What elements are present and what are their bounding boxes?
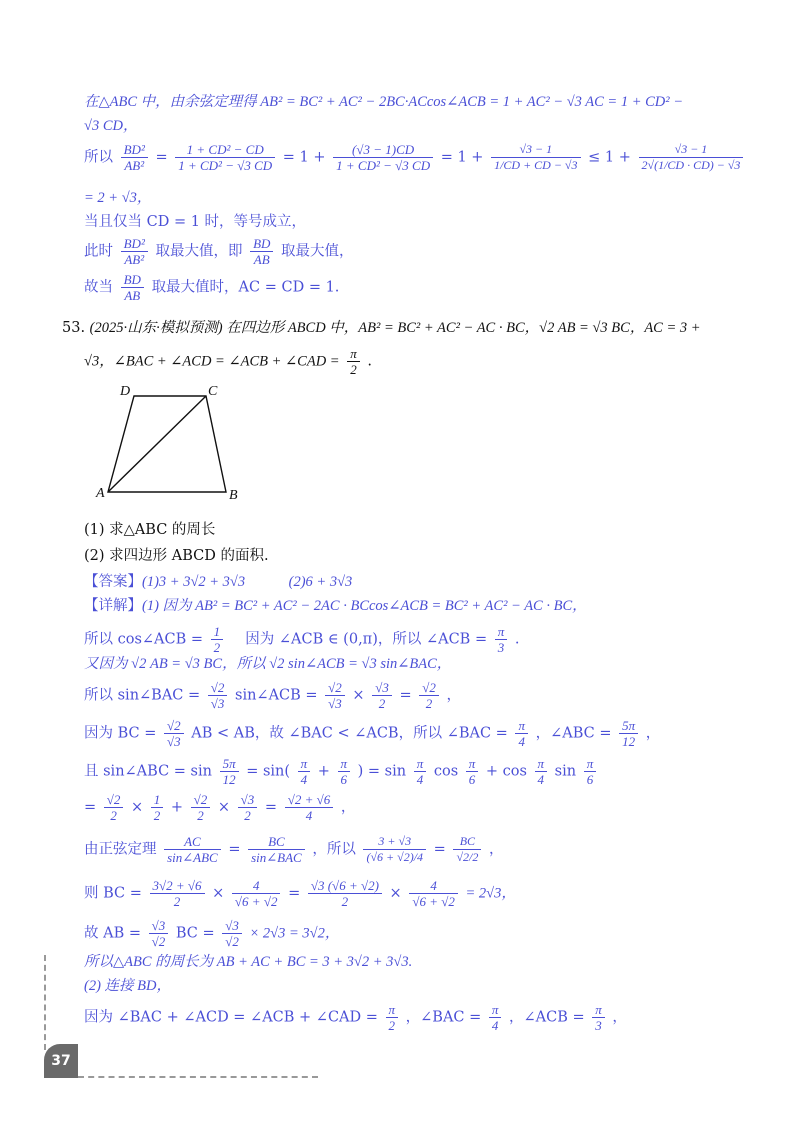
solution-line-2: 所以 cos∠ACB = $\frac{1}{2}$ 因为 ∠ACB ∈ (0,π)，所以 ∠ACB = $\frac{\pi}{3}$ . [84,624,520,655]
solution-line-6: 且 sin∠ABC = sin $\frac{5\pi}{12}$ = sin( $\frac{\pi}{4}$ + $\frac{\pi}{6}$ ) = sin $\frac{\pi}{4}$ cos $\frac{\pi}{6}$ + cos $\frac{\pi}{4}$ sin $\frac{\pi}{6}$ [84,756,599,787]
solution-line-11: 所以△ABC 的周长为 AB + AC + BC = 3 + 3√2 + 3√3. [84,954,413,970]
problem-statement-line-2: √3，∠BAC + ∠ACD = ∠ACB + ∠CAD = $\frac{\pi}{2}$ . [84,346,372,377]
solution-line-3: 又因为 √2 AB = √3 BC，所以 √2 sin∠ACB = √3 sin∠BAC， [84,656,452,672]
label-c: C [208,384,218,399]
question-1: (1) 求△ABC 的周长 [84,522,216,538]
solution-line-13: 因为 ∠BAC + ∠ACD = ∠ACB + ∠CAD = $\frac{\pi}{2}$ ，∠BAC = $\frac{\pi}{4}$ ，∠ACB = $\frac{\pi}{3}$ ， [84,1002,627,1033]
solution-line-8: 由正弦定理 $\frac{AC}{\text{sin∠ABC}}$ = $\frac{BC}{\text{sin∠BAC}}$ ，所以 $\frac{3 + √3}{(√6 + √2)/4}$ = $\frac{BC}{√2/2}$ ， [84,834,504,865]
question-2: (2) 求四边形 ABCD 的面积. [84,548,269,564]
problem-statement-line-1: 53. (2025·山东·模拟预测) 在四边形 ABCD 中，AB² = BC² + AC² − AC · BC，√2 AB = √3 BC，AC = 3 + [62,320,701,336]
label-a: A [96,486,105,501]
solution-line-9: 则 BC = $\frac{3√2 + √6}{2}$ × $\frac{4}{√6 + √2}$ = $\frac{√3 (√6 + √2)}{2}$ × $\frac{4}{√6 + √2}$ = 2√3， [84,878,516,909]
quadrilateral-figure [96,384,256,506]
solution-line-4: 所以 sin∠BAC = $\frac{√2}{√3}$ sin∠ACB = $\frac{√2}{√3}$ × $\frac{√3}{2}$ = $\frac{√2}{2}$ ， [84,680,461,711]
solution-line-5: 因为 BC = $\frac{√2}{√3}$ AB < AB，故 ∠BAC < ∠ACB，所以 ∠BAC = $\frac{\pi}{4}$ ，∠ABC = $\frac{5\pi}{12}$ ， [84,718,661,749]
answer-line: 【答案】(1)3 + 3√2 + 3√3 (2)6 + 3√3 [84,574,353,590]
solution-line-1: 【详解】(1) 因为 AB² = BC² + AC² − 2AC · BCcos∠ACB = BC² + AC² − AC · BC， [84,598,587,614]
solution-line-10: 故 AB = $\frac{√3}{√2}$ BC = $\frac{√3}{√2}$ × 2√3 = 3√2， [84,918,340,949]
solution-line-12: (2) 连接 BD， [84,978,171,994]
label-b: B [229,488,238,503]
solution-line-7: = $\frac{√2}{2}$ × $\frac{1}{2}$ + $\frac{√2}{2}$ × $\frac{√3}{2}$ = $\frac{√2 + √6}{4}$ ， [84,792,356,823]
continuation-line-4: = 2 + √3， [84,190,152,206]
continuation-line-5: 当且仅当 CD = 1 时，等号成立， [84,214,307,230]
label-d: D [120,384,131,399]
continuation-line-6: 此时 $\frac{\text{BD²}}{\text{AB²}}$ 取最大值，即 $\frac{BD}{AB}$ 取最大值， [84,236,354,267]
continuation-line-1: 在△ABC 中，由余弦定理得 AB² = BC² + AC² − 2BC·ACcos∠ACB = 1 + AC² − √3 AC = 1 + CD² − [84,94,684,110]
page-number-badge: 37 [44,1044,78,1078]
continuation-line-7: 故当 $\frac{BD}{AB}$ 取最大值时，AC = CD = 1. [84,272,340,303]
page-footer-dashed-line [78,1076,318,1078]
continuation-line-3: 所以 $\frac{\text{BD²}}{\text{AB²}}$ = $\frac{\text{1 + CD² − CD}}{\text{1 + CD² − √3 CD}}$ = 1 + $\frac{(√3 - 1)CD}{\text{1 + CD² − √3 CD}}$ = 1 + $\frac{√3 - 1}{1/CD + CD - √3}$ ≤ 1 + $\frac{√3 - 1}{2√(1/CD \cdot CD) - √3}$ [84,142,746,173]
continuation-line-2: √3 CD， [84,118,138,134]
page-margin-dashed-line [44,955,46,1050]
